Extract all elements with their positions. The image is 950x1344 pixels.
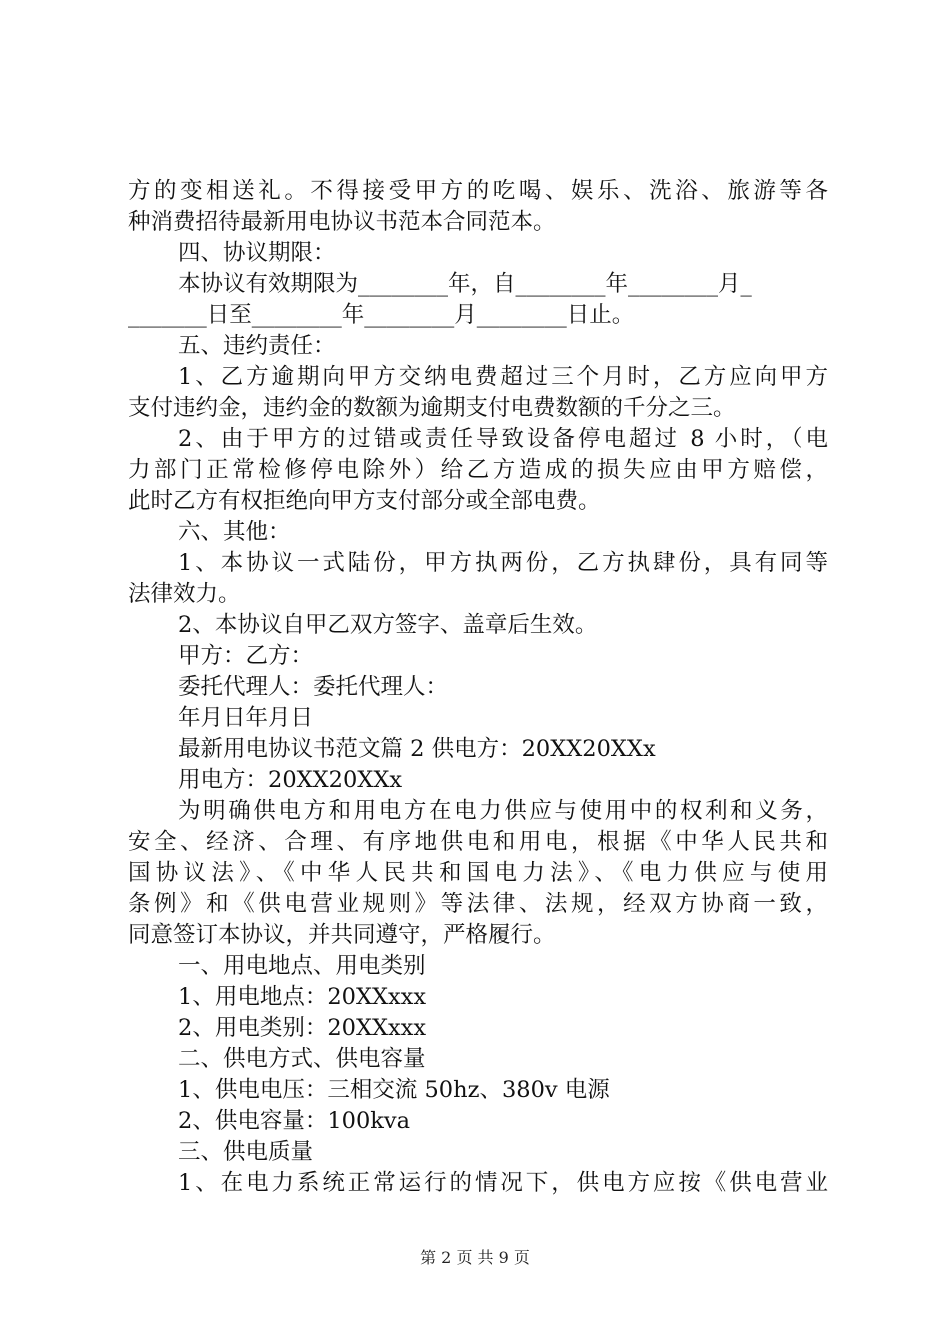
text-line: 安全、经济、合理、有序地供电和用电，根据《中华人民共和	[128, 829, 828, 855]
text-line: _______日至________年________月________日止。	[128, 302, 635, 328]
section-heading: 六、其他：	[178, 519, 291, 545]
text-line: 最新用电协议书范文篇 2 供电方：20XX20XXx	[178, 736, 656, 762]
text-line: 支付违约金，违约金的数额为逾期支付电费数额的千分之三。	[128, 395, 736, 421]
section-heading: 一、用电地点、用电类别	[178, 953, 426, 979]
text-line: 条例》和《供电营业规则》等法律、法规，经双方协商一致，	[128, 891, 828, 917]
text-line: 为明确供电方和用电方在电力供应与使用中的权利和义务，	[178, 798, 828, 824]
text-line: 2、供电容量：100kva	[178, 1108, 411, 1134]
section-heading: 四、协议期限：	[178, 240, 336, 266]
signature-line: 委托代理人：委托代理人：	[178, 674, 449, 700]
document-body	[128, 176, 828, 1199]
text-line: 方的变相送礼。不得接受甲方的吃喝、娱乐、洗浴、旅游等各	[128, 178, 828, 204]
text-line: 2、由于甲方的过错或责任导致设备停电超过 8 小时，（电	[178, 426, 828, 452]
text-line: 法律效力。	[128, 581, 241, 607]
text-line: 2、用电类别：20XXxxx	[178, 1015, 427, 1041]
text-line: 1、供电电压：三相交流 50hz、380v 电源	[178, 1077, 610, 1103]
date-line: 年月日年月日	[178, 705, 314, 731]
text-line: 此时乙方有权拒绝向甲方支付部分或全部电费。	[128, 488, 601, 514]
signature-line: 甲方：乙方：	[178, 643, 314, 669]
text-line: 1、在电力系统正常运行的情况下，供电方应按《供电营业	[178, 1170, 828, 1196]
text-line: 力部门正常检修停电除外）给乙方造成的损失应由甲方赔偿，	[128, 457, 828, 483]
text-line: 1、本协议一式陆份，甲方执两份，乙方执肆份，具有同等	[178, 550, 828, 576]
section-heading: 二、供电方式、供电容量	[178, 1046, 426, 1072]
text-line: 2、本协议自甲乙双方签字、盖章后生效。	[178, 612, 598, 638]
text-line: 用电方：20XX20XXx	[178, 767, 403, 793]
text-line: 1、用电地点：20XXxxx	[178, 984, 427, 1010]
text-line: 国协议法》、《中华人民共和国电力法》、《电力供应与使用	[128, 860, 828, 886]
text-line: 同意签订本协议，并共同遵守，严格履行。	[128, 922, 556, 948]
text-line: 1、乙方逾期向甲方交纳电费超过三个月时，乙方应向甲方	[178, 364, 828, 390]
page-number: 第 2 页 共 9 页	[420, 1248, 530, 1267]
section-heading: 五、违约责任：	[178, 333, 336, 359]
text-line: 种消费招待最新用电协议书范本合同范本。	[128, 209, 556, 235]
text-line: 本协议有效期限为________年，自________年________月_	[178, 271, 752, 297]
section-heading: 三、供电质量	[178, 1139, 314, 1165]
